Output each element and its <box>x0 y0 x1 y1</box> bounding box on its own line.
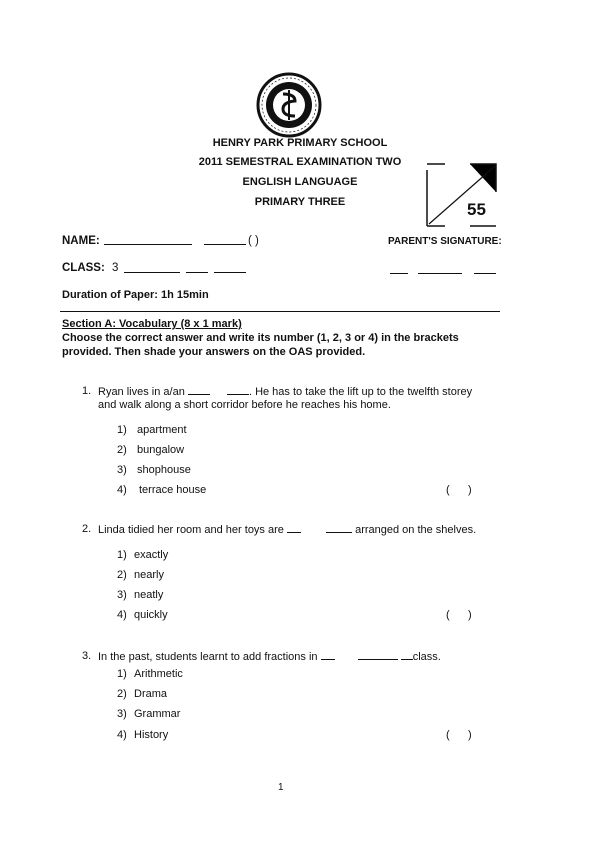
subject-title: ENGLISH LANGUAGE <box>242 176 358 188</box>
option-number: 2) <box>117 688 127 700</box>
class-label: CLASS: <box>62 262 105 274</box>
class-blank-3[interactable] <box>214 272 246 273</box>
option-text: shophouse <box>137 464 191 476</box>
option-text: Grammar <box>134 708 181 720</box>
option-text: terrace house <box>139 484 207 496</box>
question-text-line-2: and walk along a short corridor before he reaches his home. <box>98 399 391 411</box>
score-box <box>425 162 498 228</box>
parent-signature-label: PARENT'S SIGNATURE: <box>388 236 502 247</box>
option-text: neatly <box>134 589 164 601</box>
class-blank-2[interactable] <box>186 272 208 273</box>
answer-blank <box>326 522 352 533</box>
option-text: Arithmetic <box>134 668 183 680</box>
option-text: nearly <box>134 569 164 581</box>
option-number: 3) <box>117 708 127 720</box>
answer-bracket[interactable]: ( ) <box>446 609 472 621</box>
level-title: PRIMARY THREE <box>254 196 346 208</box>
answer-blank <box>358 649 398 660</box>
score-value: 55 <box>467 200 486 219</box>
name-label: NAME: <box>62 235 100 247</box>
option-text: bungalow <box>137 444 185 456</box>
exam-title: 2011 SEMESTRAL EXAMINATION TWO <box>198 156 402 168</box>
name-blank-2[interactable] <box>204 244 246 245</box>
question-text <box>98 522 476 537</box>
question-number: 2. <box>82 523 92 535</box>
question-text-part: class. <box>412 651 441 663</box>
register-number-bracket: ( ) <box>248 235 259 247</box>
option-text: History <box>134 729 169 741</box>
answer-blank <box>188 384 210 395</box>
option-number: 1) <box>117 424 127 436</box>
option-number: 3) <box>117 464 127 476</box>
option-number: 4) <box>117 609 127 621</box>
question-text <box>98 649 441 664</box>
section-divider <box>60 311 500 312</box>
option-text: quickly <box>134 609 168 621</box>
page-number: 1 <box>278 782 284 793</box>
signature-blank-1[interactable] <box>390 273 408 274</box>
name-blank-1[interactable] <box>104 244 192 245</box>
option-number: 1) <box>117 668 127 680</box>
option-text: exactly <box>134 549 169 561</box>
school-name: HENRY PARK PRIMARY SCHOOL <box>212 137 388 149</box>
answer-blank <box>321 649 335 660</box>
question-text-part: . He has to take the lift up to the twelfth storey <box>248 386 473 398</box>
answer-blank <box>287 522 301 533</box>
option-number: 3) <box>117 589 127 601</box>
duration-text: Duration of Paper: 1h 15min <box>62 289 209 301</box>
class-blank-1[interactable] <box>124 272 180 273</box>
section-title: Section A: Vocabulary (8 x 1 mark) <box>62 318 242 330</box>
question-text-part: arranged on the shelves. <box>355 524 477 536</box>
class-value: 3 <box>112 262 119 274</box>
question-text-part: Linda tidied her room and her toys are <box>98 524 284 536</box>
option-number: 4) <box>117 484 127 496</box>
signature-blank-3[interactable] <box>474 273 496 274</box>
answer-blank <box>227 384 249 395</box>
option-number: 2) <box>117 569 127 581</box>
answer-bracket[interactable]: ( ) <box>446 484 472 496</box>
signature-blank-2[interactable] <box>418 273 462 274</box>
option-text: Drama <box>134 688 168 700</box>
answer-bracket[interactable]: ( ) <box>446 729 472 741</box>
option-text: apartment <box>137 424 187 436</box>
question-text <box>98 384 472 399</box>
answer-blank <box>401 649 413 660</box>
option-number: 4) <box>117 729 127 741</box>
question-text-part: Ryan lives in a/an <box>98 386 185 398</box>
question-number: 1. <box>82 385 92 397</box>
question-number: 3. <box>82 650 92 662</box>
question-text-part: In the past, students learnt to add fractions in <box>98 651 318 663</box>
school-crest-logo <box>255 72 323 138</box>
section-instructions: Choose the correct answer and write its number (1, 2, 3 or 4) in the brackets provided. Then shade your answers on the OAS provided. <box>62 332 459 358</box>
option-number: 1) <box>117 549 127 561</box>
option-number: 2) <box>117 444 127 456</box>
